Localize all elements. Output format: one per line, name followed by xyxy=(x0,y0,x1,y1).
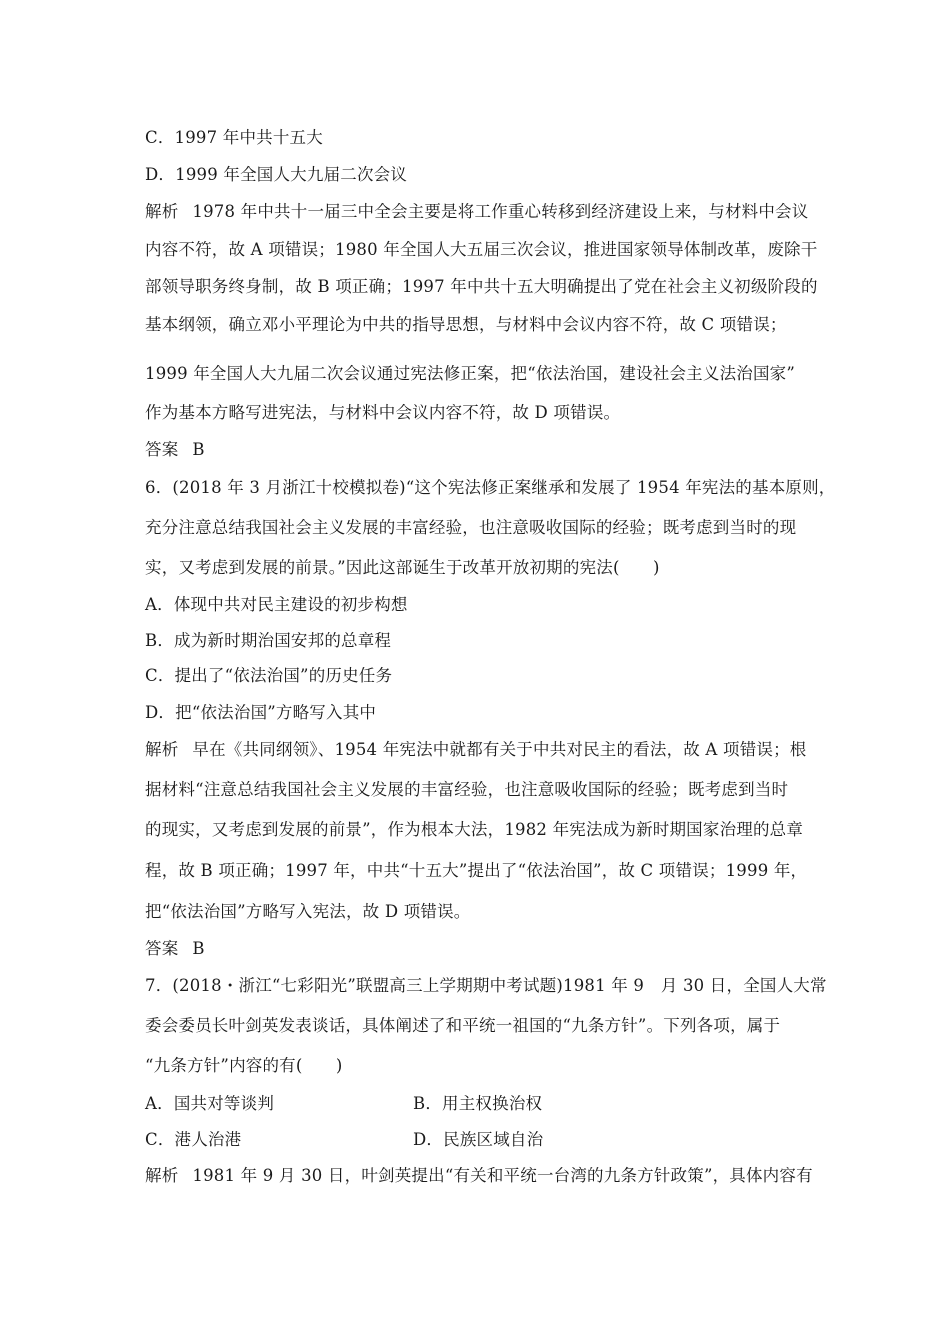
line-text: 部领导职务终身制，故 B 项正确；1997 年中共十五大明确提出了党在社会主义初级阶段的 xyxy=(145,277,818,296)
q7-stem-line xyxy=(145,1016,780,1036)
q5-analysis-line xyxy=(145,277,818,297)
q7-option-b xyxy=(413,1094,542,1114)
answer-value: B xyxy=(192,939,205,958)
q7-option-a xyxy=(145,1094,274,1114)
q6-analysis-line xyxy=(145,861,807,881)
q7-option-d xyxy=(413,1130,543,1150)
q6-stem-line xyxy=(145,478,836,498)
line-text: B．成为新时期治国安邦的总章程 xyxy=(145,631,392,650)
line-text: 实，又考虑到发展的前景。”因此这部诞生于改革开放初期的宪法( ) xyxy=(145,558,660,577)
line-text: 充分注意总结我国社会主义发展的丰富经验，也注意吸收国际的经验；既考虑到当时的现 xyxy=(145,518,797,537)
q6-option-c xyxy=(145,666,392,686)
line-text: D．民族区域自治 xyxy=(413,1130,544,1149)
q6-option-d xyxy=(145,703,376,723)
answer-label: 答案 xyxy=(145,939,179,958)
line-text: 1981 年 9 月 30 日，叶剑英提出“有关和平统一台湾的九条方针政策”，具体内容有 xyxy=(192,1166,813,1185)
line-text: 程，故 B 项正确；1997 年，中共“十五大”提出了“依法治国”，故 C 项错误；1999 年， xyxy=(145,861,808,880)
q5-option-d xyxy=(145,165,407,185)
line-text: 委会委员长叶剑英发表谈话，具体阐述了和平统一祖国的“九条方针”。下列各项，属于 xyxy=(145,1016,781,1035)
line-text: 1999 年全国人大九届二次会议通过宪法修正案，把“依法治国，建设社会主义法治国家” xyxy=(145,364,796,383)
q7-option-c xyxy=(145,1130,241,1150)
line-text: B．用主权换治权 xyxy=(413,1094,543,1113)
q6-answer xyxy=(145,939,205,959)
line-text: 作为基本方略写进宪法，与材料中会议内容不符，故 D 项错误。 xyxy=(145,403,621,422)
line-text: 6．(2018 年 3 月浙江十校模拟卷)“这个宪法修正案继承和发展了 1954 年宪法的基本原则， xyxy=(145,478,836,497)
q7-stem-line xyxy=(145,976,827,996)
line-text: “九条方针”内容的有( ) xyxy=(145,1056,343,1075)
line-text: 1978 年中共十一届三中全会主要是将工作重心转移到经济建设上来，与材料中会议 xyxy=(192,202,809,221)
line-text: A．体现中共对民主建设的初步构想 xyxy=(145,595,408,614)
q7-stem-line xyxy=(145,1056,343,1076)
q6-stem-line xyxy=(145,518,796,538)
line-text: 的现实，又考虑到发展的前景”，作为根本大法，1982 年宪法成为新时期国家治理的总章 xyxy=(145,820,804,839)
answer-value: B xyxy=(192,440,205,459)
q6-option-b xyxy=(145,631,391,651)
q6-analysis-line xyxy=(145,902,471,922)
q6-analysis-line xyxy=(145,740,807,760)
line-text: D．把“依法治国”方略写入其中 xyxy=(145,703,377,722)
q5-analysis-line xyxy=(145,403,620,423)
analysis-label: 解析 xyxy=(145,202,179,221)
q5-option-c xyxy=(145,128,323,148)
q7-analysis-line xyxy=(145,1166,813,1186)
q5-analysis-line xyxy=(145,364,795,384)
line-text: 内容不符，故 A 项错误；1980 年全国人大五届三次会议，推进国家领导体制改革，废除干 xyxy=(145,240,818,259)
line-text: D．1999 年全国人大九届二次会议 xyxy=(145,165,408,184)
q6-analysis-line xyxy=(145,820,803,840)
answer-label: 答案 xyxy=(145,440,179,459)
q5-analysis-line xyxy=(145,202,808,222)
line-text: 基本纲领，确立邓小平理论为中共的指导思想，与材料中会议内容不符，故 C 项错误； xyxy=(145,315,787,334)
q6-stem-line xyxy=(145,558,660,578)
line-text: 据材料“注意总结我国社会主义发展的丰富经验，也注意吸收国际的经验；既考虑到当时 xyxy=(145,780,789,799)
q6-analysis-line xyxy=(145,780,788,800)
line-text: 7．(2018・浙江“七彩阳光”联盟高三上学期期中考试题)1981 年 9 月 30 日，全国人大常 xyxy=(145,976,827,995)
q5-answer xyxy=(145,440,205,460)
line-text: 早在《共同纲领》、1954 年宪法中就都有关于中共对民主的看法，故 A 项错误；根 xyxy=(192,740,807,759)
line-text: C．1997 年中共十五大 xyxy=(145,128,323,147)
analysis-label: 解析 xyxy=(145,740,179,759)
q6-option-a xyxy=(145,595,408,615)
line-text: C．提出了“依法治国”的历史任务 xyxy=(145,666,393,685)
line-text: A．国共对等谈判 xyxy=(145,1094,275,1113)
line-text: C．港人治港 xyxy=(145,1130,242,1149)
q5-analysis-line xyxy=(145,315,787,335)
line-text: 把“依法治国”方略写入宪法，故 D 项错误。 xyxy=(145,902,471,921)
q5-analysis-line xyxy=(145,240,817,260)
analysis-label: 解析 xyxy=(145,1166,179,1185)
